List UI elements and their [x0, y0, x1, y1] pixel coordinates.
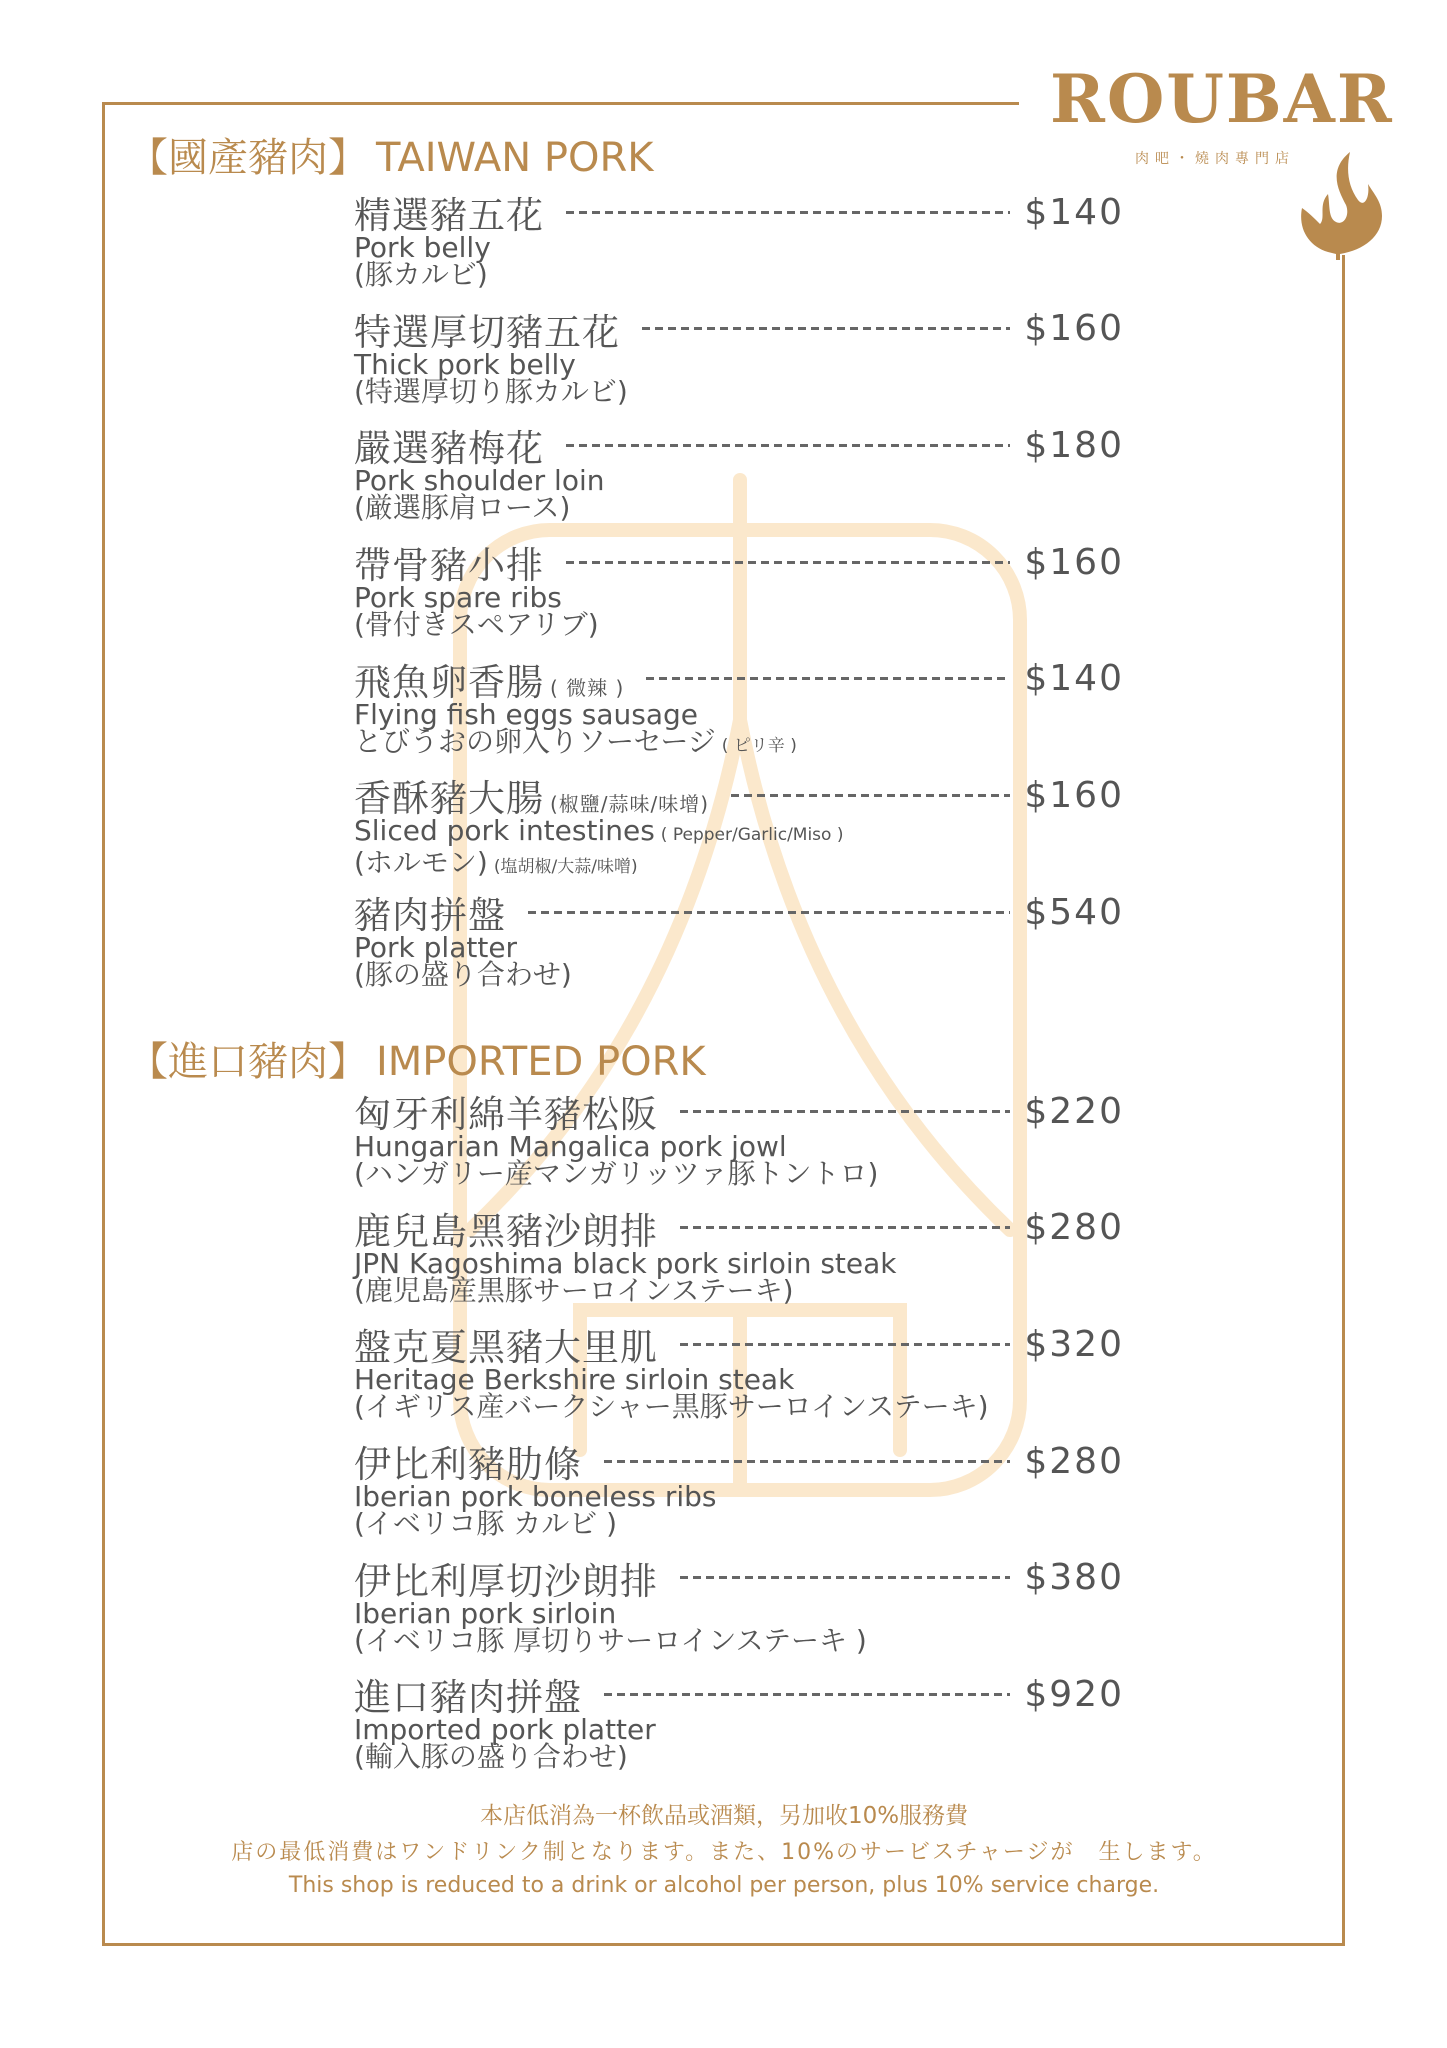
item-note: (椒鹽/蒜味/味增): [550, 792, 710, 817]
item-name-jp-line: [354, 724, 1124, 760]
item-name-jp: (豚カルビ): [354, 258, 488, 291]
item-name-en-line: [354, 1130, 1124, 1163]
dotted-leader: [528, 911, 1010, 914]
section-heading-taiwan-pork: [128, 126, 653, 183]
item-name-jp: (ホルモン): [354, 846, 488, 880]
item-name: 嚴選豬梅花: [354, 427, 544, 471]
dotted-leader: [604, 1460, 1010, 1463]
item-name-jp: とびうおの卵入りソーセージ: [354, 724, 716, 758]
item-name-en-line: [354, 581, 1124, 615]
dotted-leader: [604, 1693, 1010, 1696]
item-name-jp-line: [354, 1623, 1124, 1657]
item-jp-note: (塩胡椒/大蒜/味噌): [493, 857, 638, 878]
item-price: $180: [1024, 424, 1124, 466]
frame-border-bottom: [102, 1943, 1345, 1946]
item-name-en: Imported pork platter: [354, 1713, 656, 1747]
item-name-en-line: [354, 1596, 1124, 1630]
item-name-en: JPN Kagoshima black pork sirloin steak: [354, 1246, 897, 1280]
dotted-leader: [646, 677, 1010, 680]
item-name-en-line: [354, 931, 1124, 965]
footer-note-en: This shop is reduced to a drink or alcohol per person, plus 10% service charge.: [288, 1873, 1160, 1898]
dotted-leader: [680, 1343, 1010, 1346]
item-price: $540: [1024, 891, 1124, 933]
dotted-leader: [566, 211, 1010, 214]
item-name-jp-line: [354, 374, 1124, 408]
item-name: 伊比利厚切沙朗排: [354, 1559, 658, 1603]
item-name-jp-line: [354, 1157, 1124, 1190]
item-price: $280: [1024, 1440, 1124, 1482]
item-price: $280: [1024, 1207, 1124, 1249]
menu-item: [354, 1322, 1124, 1439]
section-heading-en: TAIWAN PORK: [376, 135, 654, 181]
dotted-leader: [566, 444, 1010, 447]
footer-note-jp: 店の最低消費はワンドリンク制となります。また、10%のサービスチャージが 生します。: [231, 1840, 1217, 1865]
menu-item: [354, 190, 1124, 307]
item-name-jp-line: [354, 1273, 1124, 1307]
item-name: 豬肉拼盤: [354, 894, 506, 938]
menu-item: [354, 1206, 1124, 1323]
item-en-note: ( Pepper/Garlic/Miso ): [660, 825, 844, 846]
item-price: $220: [1024, 1090, 1124, 1132]
item-name-jp: (厳選豚肩ロース): [354, 491, 571, 525]
item-name-jp: (鹿児島産黒豚サーロインステーキ): [354, 1273, 794, 1307]
item-name-en-line: [354, 231, 1124, 264]
item-name-jp-line: [354, 1390, 1124, 1424]
frame-border-left: [102, 102, 105, 1946]
frame-border-right: [1342, 255, 1345, 1946]
item-name: 特選厚切豬五花: [354, 310, 620, 354]
item-name-en-line: [354, 1246, 1124, 1280]
menu-item: [354, 1672, 1124, 1789]
item-name-jp: (豚の盛り合わせ): [354, 958, 572, 992]
item-name-en: Pork belly: [354, 231, 491, 264]
item-price: $140: [1024, 191, 1124, 233]
item-name: 伊比利豬肋條: [354, 1443, 582, 1487]
menu-item: [354, 890, 1124, 1007]
dotted-leader: [680, 1576, 1010, 1579]
section-heading-imported-pork: [128, 1030, 706, 1087]
brand-name: ROUBAR: [1050, 60, 1394, 138]
flame-icon: [1298, 150, 1384, 260]
item-name-jp: (輸入豚の盛り合わせ): [354, 1740, 628, 1774]
item-price: $160: [1024, 308, 1124, 350]
item-name-jp-line: [354, 608, 1124, 642]
item-name-jp-line: [354, 258, 1124, 291]
item-name: 鹿兒島黑豬沙朗排: [354, 1209, 658, 1253]
section-heading-en: IMPORTED PORK: [376, 1039, 706, 1085]
dotted-leader: [731, 794, 1010, 797]
menu-item: [354, 1556, 1124, 1673]
footer-note-zh: 本店低消為一杯飲品或酒類，另加收10%服務費: [479, 1803, 969, 1829]
section-heading-zh: 【進口豬肉】: [128, 1039, 368, 1085]
item-price: $140: [1024, 658, 1124, 700]
item-price: $160: [1024, 774, 1124, 816]
item-name-en-line: [354, 814, 1124, 849]
item-note: ( 微辣 ): [550, 675, 625, 700]
frame-border-top: [104, 102, 1019, 105]
item-name-jp-line: [354, 1740, 1124, 1774]
item-name: 精選豬五花: [354, 194, 544, 237]
item-name-en: Iberian pork sirloin: [354, 1596, 617, 1630]
item-name-en: Flying fish eggs sausage: [354, 697, 699, 731]
item-name-en-line: [354, 1363, 1124, 1397]
item-name-en-line: [354, 1713, 1124, 1747]
menu-item: [354, 1089, 1124, 1206]
item-name-en: Sliced pork intestines: [354, 814, 655, 848]
item-name-en: Iberian pork boneless ribs: [354, 1480, 717, 1514]
item-name: 香酥豬大腸: [354, 777, 544, 821]
item-name-jp: (ハンガリー産マンガリッツァ豚トントロ): [354, 1157, 879, 1190]
menu-item: [354, 307, 1124, 424]
item-name-en: Pork shoulder loin: [354, 464, 605, 498]
item-name-en: Heritage Berkshire sirloin steak: [354, 1363, 795, 1397]
dotted-leader: [680, 1226, 1010, 1229]
item-jp-note: ( ピリ辛 ): [721, 735, 797, 756]
dotted-leader: [566, 561, 1010, 564]
item-price: $160: [1024, 541, 1124, 583]
item-name-jp: (イギリス産バークシャー黒豚サーロインステーキ): [354, 1390, 989, 1424]
item-name: 匈牙利綿羊豬松阪: [354, 1093, 658, 1136]
menu-item: [354, 773, 1124, 890]
item-name-en: Thick pork belly: [354, 347, 576, 381]
item-name-jp-line: [354, 958, 1124, 992]
item-name-en: Hungarian Mangalica pork jowl: [354, 1130, 787, 1163]
item-name-en-line: [354, 464, 1124, 498]
item-name-jp: (イベリコ豚 厚切りサーロインステーキ ): [354, 1623, 867, 1657]
dotted-leader: [680, 1110, 1010, 1113]
item-name-en-line: [354, 697, 1124, 731]
item-name-jp-line: [354, 491, 1124, 525]
item-name-en-line: [354, 1480, 1124, 1514]
item-name: 帶骨豬小排: [354, 544, 544, 588]
item-name: 飛魚卵香腸: [354, 660, 544, 704]
section-heading-zh: 【國產豬肉】: [128, 135, 368, 181]
item-name-en: Pork platter: [354, 931, 518, 965]
item-name: 盤克夏黑豬大里肌: [354, 1326, 658, 1370]
item-name-jp: (特選厚切り豚カルビ): [354, 374, 628, 408]
item-name-en: Pork spare ribs: [354, 581, 562, 615]
item-name-jp-line: [354, 1507, 1124, 1541]
item-name: 進口豬肉拼盤: [354, 1676, 582, 1720]
item-name-en-line: [354, 347, 1124, 381]
menu-item: [354, 423, 1124, 540]
item-name-jp: (骨付きスペアリブ): [354, 608, 599, 642]
menu-item: [354, 657, 1124, 774]
item-price: $920: [1024, 1673, 1124, 1715]
menu-list-taiwan-pork: [354, 190, 1124, 1007]
menu-item: [354, 1439, 1124, 1556]
menu-list-imported-pork: [354, 1089, 1124, 1789]
menu-item: [354, 540, 1124, 657]
item-name-jp: (イベリコ豚 カルビ ): [354, 1507, 618, 1541]
brand-subtitle: 肉吧・燒肉專門店: [1135, 151, 1295, 167]
item-name-jp-line: [354, 846, 1124, 881]
item-price: $320: [1024, 1323, 1124, 1365]
item-price: $380: [1024, 1557, 1124, 1599]
dotted-leader: [642, 327, 1010, 330]
